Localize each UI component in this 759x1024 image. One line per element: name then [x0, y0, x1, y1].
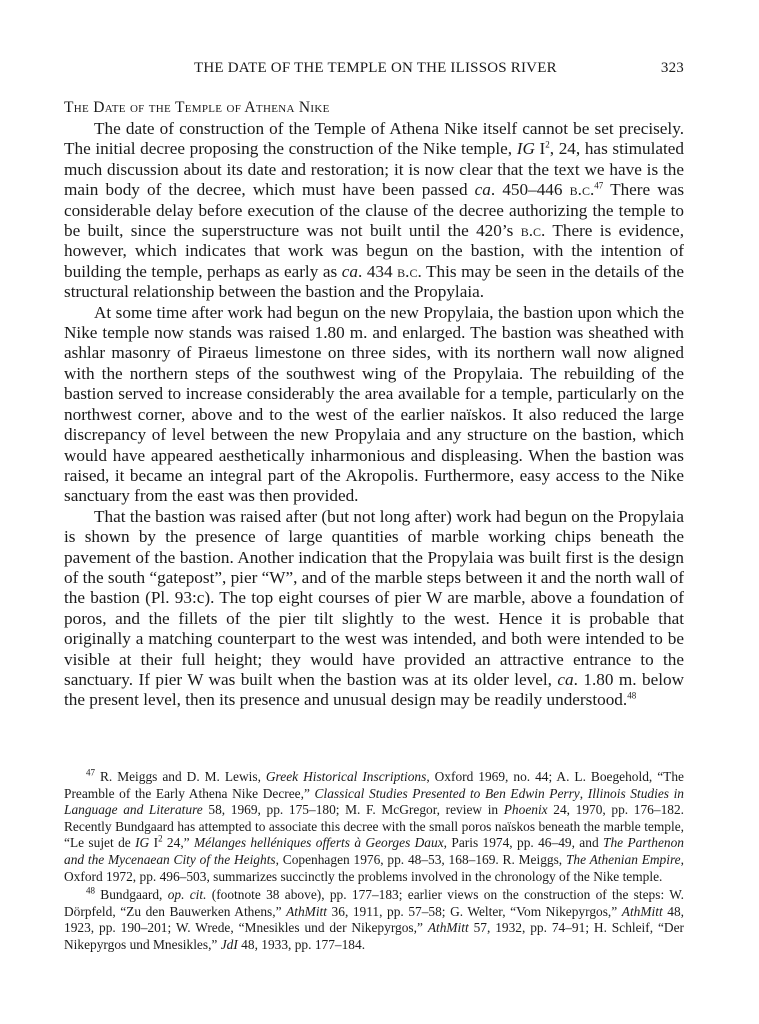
paragraph: The date of construction of the Temple of Athena Nike itself cannot be set precisely. The initial decree proposing the construction of the Nike temple, IG $I^2$, 24, has stimulated much discussion about its date and restoration; it is now clear that the text we have is the main body of the decree, which must have been passed ca. 450–446 b.c.$^{47}$ There was considerable delay before execution of the clause of the decree authorizing the temple to be built, since the superstructure was not built until the 420’s b.c. There is evidence, however, which indicates that work was begun on the bastion, with the intention of building the temple, perhaps as early as ca. 434 b.c. This may be seen in the details of the structural relationship between the bastion and the Propylaia.	[64, 119, 685, 302]
footnote-48: $^{48}$ Bundgaard, op. cit. (footnote 38 above), pp. 177–183; earlier views on the construction of the steps: W. Dörpfeld, “Zu den Bauwerken Athens,” AthMitt 36, 1911, pp. 57–58; G. Welter, “Vom Nikepyrgos,” AthMitt 48, 1923, pp. 190–201; W. Wrede, “Mnesikles und der Nikepyrgos,” AthMitt 57, 1932, pp. 74–91; H. Schleif, “Der Nikepyrgos und Mnesikles,” JdI 48, 1933, pp. 177–184.	[64, 885, 684, 952]
page-number: 323	[660, 60, 684, 76]
paragraph: At some time after work had begun on the new Propylaia, the bastion upon which the Nike temple now stands was raised 1.80 m. and enlarged. The bastion was sheathed with ashlar masonry of Piraeus limestone on three sides, with its northern wall now aligned with the northern steps of the southwest wing of the Propylaia. The rebuilding of the bastion served to increase considerably the area available for a temple, particularly on the northwest corner, above and to the west of the earlier naïskos. It also reduced the large discrepancy of level between the new Propylaia and any structure on the bastion, which would have appeared aesthetically inharmonious and displeasing. When the bastion was raised, it became an integral part of the Akropolis. Furthermore, easy access to the Nike sanctuary from the east was then provided.	[64, 302, 684, 506]
footnote-47: $^{47}$ R. Meiggs and D. M. Lewis, Greek Historical Inscriptions, Oxford 1969, no. 44; A. L. Boegehold, “The Preamble of the Early Athena Nike Decree,” Classical Studies Presented to Ben Edwin Perry, Illinois Studies in Language and Literature 58, 1969, pp. 175–180; M. F. McGregor, review in Phoenix 24, 1970, pp. 176–182. Recently Bundgaard has attempted to associate this decree with the small poros naïskos beneath the marble temple, “Le sujet de IG $I^2$ 24,” Mélanges helléniques offerts à Georges Daux, Paris 1974, pp. 46–49, and The Parthenon and the Mycenaean City of the Heights, Copenhagen 1976, pp. 48–53, 168–169. R. Meiggs, The Athenian Empire, Oxford 1972, pp. 496–503, summarizes succinctly the problems involved in the chronology of the Nike temple.	[64, 767, 685, 884]
paragraph: That the bastion was raised after (but not long after) work had begun on the Propylaia is shown by the presence of large quantities of marble working chips beneath the pavement of the bastion. Another indication that the Propylaia was built first is the design of the south “gatepost”, pier “W”, and of the marble steps between it and the north wall of the bastion (Pl. 93:c). The top eight courses of pier W are marble, above a foundation of poros, and the fillets of the pier tilt slightly to the west. Hence it is probable that originally a matching counterpart to the west was intended, and both were intended to be visible at their full height; they would have provided an attractive entrance to the sanctuary. If pier W was built when the bastion was at its older level, ca. 1.80 m. below the present level, then its presence and unusual design may be readily understood.$^{48}$	[64, 506, 685, 710]
section-heading: The Date of the Temple of Athena Nike	[64, 99, 330, 116]
running-head-title: THE DATE OF THE TEMPLE ON THE ILISSOS RIVER	[194, 60, 557, 76]
body-text	[64, 119, 684, 711]
footnotes	[64, 769, 684, 956]
